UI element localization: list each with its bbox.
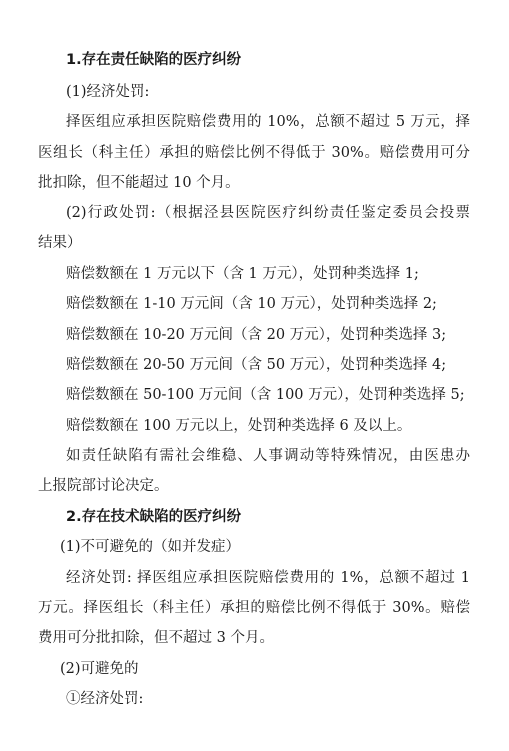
section2-item1-text-line2: 万元。择医组长（科主任）承担的赔偿比例不得低于 30%。赔偿: [38, 600, 470, 616]
section1-item1-text-line3: 批扣除，但不能超过 10 个月。: [38, 175, 240, 191]
section2-item1-text-line1: 经济处罚: 择医组应承担医院赔偿费用的 1%，总额不超过 1: [66, 570, 470, 586]
section1-item2-title-line1: (2)行政处罚:（根据泾县医院医疗纠纷责任鉴定委员会投票: [66, 205, 470, 221]
section1-item1-title: (1)经济处罚:: [66, 84, 150, 100]
penalty-line: 赔偿数额在 1 万元以下（含 1 万元），处罚种类选择 1;: [66, 266, 419, 282]
penalty-line: 赔偿数额在 20-50 万元间（含 50 万元），处罚种类选择 4;: [66, 357, 447, 373]
section2-title: 2.存在技术缺陷的医疗纠纷: [66, 509, 242, 525]
section1-item2-title-line2: 结果）: [38, 235, 82, 251]
section2-item2-sub: ①经济处罚:: [66, 691, 144, 707]
special-case-line2: 上报院部讨论决定。: [38, 478, 169, 494]
section1-item1-text-line1: 择医组应承担医院赔偿费用的 10%，总额不超过 5 万元，择: [66, 114, 470, 130]
penalty-line: 赔偿数额在 1-10 万元间（含 10 万元），处罚种类选择 2;: [66, 296, 437, 312]
penalty-line: 赔偿数额在 100 万元以上，处罚种类选择 6 及以上。: [66, 418, 412, 434]
section1-title: 1.存在责任缺陷的医疗纠纷: [66, 52, 242, 68]
section1-item1-text-line2: 医组长（科主任）承担的赔偿比例不得低于 30%。赔偿费用可分: [38, 145, 470, 161]
penalty-line: 赔偿数额在 10-20 万元间（含 20 万元），处罚种类选择 3;: [66, 327, 447, 343]
section2-item1-title: (1)不可避免的（如并发症）: [60, 539, 241, 555]
section2-item1-text-line3: 费用可分批扣除，但不超过 3 个月。: [38, 630, 274, 646]
penalty-line: 赔偿数额在 50-100 万元间（含 100 万元），处罚种类选择 5;: [66, 387, 465, 403]
section2-item2-title: (2)可避免的: [60, 661, 139, 677]
special-case-line1: 如责任缺陷有需社会维稳、人事调动等特殊情况，由医患办: [66, 448, 470, 464]
